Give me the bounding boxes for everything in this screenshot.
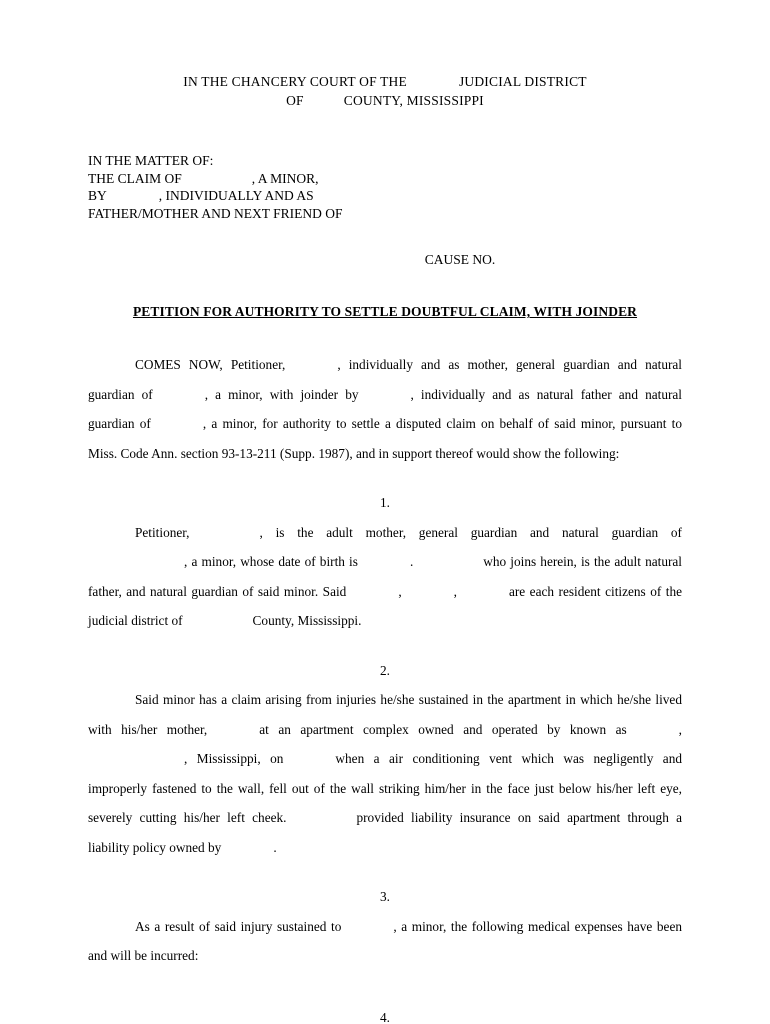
- section-1-part-3: , a: [184, 554, 198, 569]
- intro-part-1: COMES NOW, Petitioner,: [135, 357, 286, 372]
- court-heading-line-1: [88, 72, 682, 91]
- intro-part-9: would show the following:: [476, 445, 620, 461]
- section-number-1: 1.: [380, 495, 390, 510]
- section-1-part-10: are each resident citizens of the: [508, 583, 682, 599]
- intro-paragraph: [88, 350, 682, 468]
- court-heading-line-1-part-1: IN THE CHANCERY COURT OF THE: [183, 74, 407, 89]
- section-2-part-12: .: [273, 839, 277, 855]
- intro-part-8: minor, pursuant to Miss. Code Ann. section 93-13-211 (Supp. 1987), and in support thereof: [88, 416, 683, 461]
- section-1-part-11: judicial district of: [88, 613, 183, 628]
- cause-number: CAUSE NO.: [424, 252, 496, 267]
- section-1-part-8: ,: [398, 583, 402, 599]
- section-1-part-2: , is the adult mother, general guardian and natural guardian of: [259, 524, 682, 540]
- section-3-part-2: , a minor, the following medical expenses: [393, 918, 623, 934]
- section-1-part-9: ,: [453, 583, 457, 599]
- section-3-part-1: As a result of said injury sustained to: [135, 918, 342, 934]
- section-2-part-3: at an apartment complex owned and operated by: [259, 721, 561, 737]
- section-3-part-3: have been and will be incurred:: [88, 918, 682, 963]
- court-heading-line-2: [88, 91, 682, 110]
- page-title: PETITION FOR AUTHORITY TO SETTLE DOUBTFUL CLAIM, WITH JOINDER: [132, 304, 638, 319]
- section-2-part-9: just below his/her left eye, severely cutting his/her left cheek.: [88, 780, 682, 825]
- section-number-4: 4.: [380, 1009, 390, 1024]
- section-1-part-7: natural guardian of said minor. Said: [149, 583, 347, 599]
- section-2-part-7: when a air conditioning vent which was: [335, 751, 585, 766]
- section-number-3: 3.: [380, 889, 390, 904]
- matter-line-2-part-2: , A MINOR,: [251, 170, 319, 186]
- section-2-part-4: known as: [569, 721, 627, 737]
- section-2-paragraph: [88, 685, 682, 862]
- court-heading-line-1-part-2: JUDICIAL DISTRICT: [458, 74, 587, 89]
- section-1-part-5: .: [409, 554, 414, 569]
- court-heading-line-2-part-1: OF: [286, 93, 304, 108]
- intro-part-5: , individually and as natural father and: [410, 386, 638, 402]
- section-1-paragraph: [88, 518, 682, 636]
- section-2-part-10: provided liability insurance: [356, 810, 511, 825]
- matter-line-1: IN THE MATTER OF:: [88, 153, 214, 168]
- court-heading-line-2-part-2: COUNTY, MISSISSIPPI: [343, 93, 484, 108]
- intro-part-2: , individually and as mother, general guardian and: [337, 357, 637, 372]
- matter-line-3: [88, 187, 682, 205]
- intro-part-7: , a minor, for authority to settle a disputed claim on behalf of said: [202, 416, 576, 431]
- court-heading: [88, 72, 682, 110]
- matter-line-3-part-1: BY: [88, 188, 107, 203]
- section-3-paragraph: [88, 912, 682, 971]
- intro-part-4: , a minor, with joinder by: [204, 386, 359, 402]
- matter-block: [88, 152, 682, 222]
- section-1-part-1: Petitioner,: [135, 524, 190, 540]
- section-1-part-12: County, Mississippi.: [252, 613, 362, 628]
- section-1-part-6: who joins herein, is the adult natural father, and: [88, 554, 683, 599]
- intro-part-6: natural guardian of: [88, 386, 682, 431]
- section-2-part-2: he/she lived with his/her mother,: [88, 692, 682, 737]
- section-2-part-11: on said apartment through a liability policy owned by: [88, 810, 683, 855]
- section-2-part-6: , Mississippi, on: [184, 751, 284, 766]
- section-number-2: 2.: [380, 662, 390, 678]
- matter-line-3-part-2: , INDIVIDUALLY AND AS: [158, 188, 314, 203]
- document-body: [88, 0, 682, 1024]
- section-2-part-5: ,: [678, 721, 682, 737]
- matter-line-4: FATHER/MOTHER AND NEXT FRIEND OF: [88, 205, 343, 221]
- intro-part-3: natural guardian of: [88, 357, 682, 402]
- section-1-part-4: minor, whose date of birth is: [201, 554, 358, 569]
- matter-line-2: [88, 170, 682, 188]
- section-2-part-8: negligently and improperly fastened to the wall, fell out of the wall striking him/her in the face: [88, 751, 682, 796]
- section-2-part-1: Said minor has a claim arising from injuries he/she sustained in the apartment in which: [135, 692, 613, 707]
- matter-line-2-part-1: THE CLAIM OF: [88, 170, 182, 186]
